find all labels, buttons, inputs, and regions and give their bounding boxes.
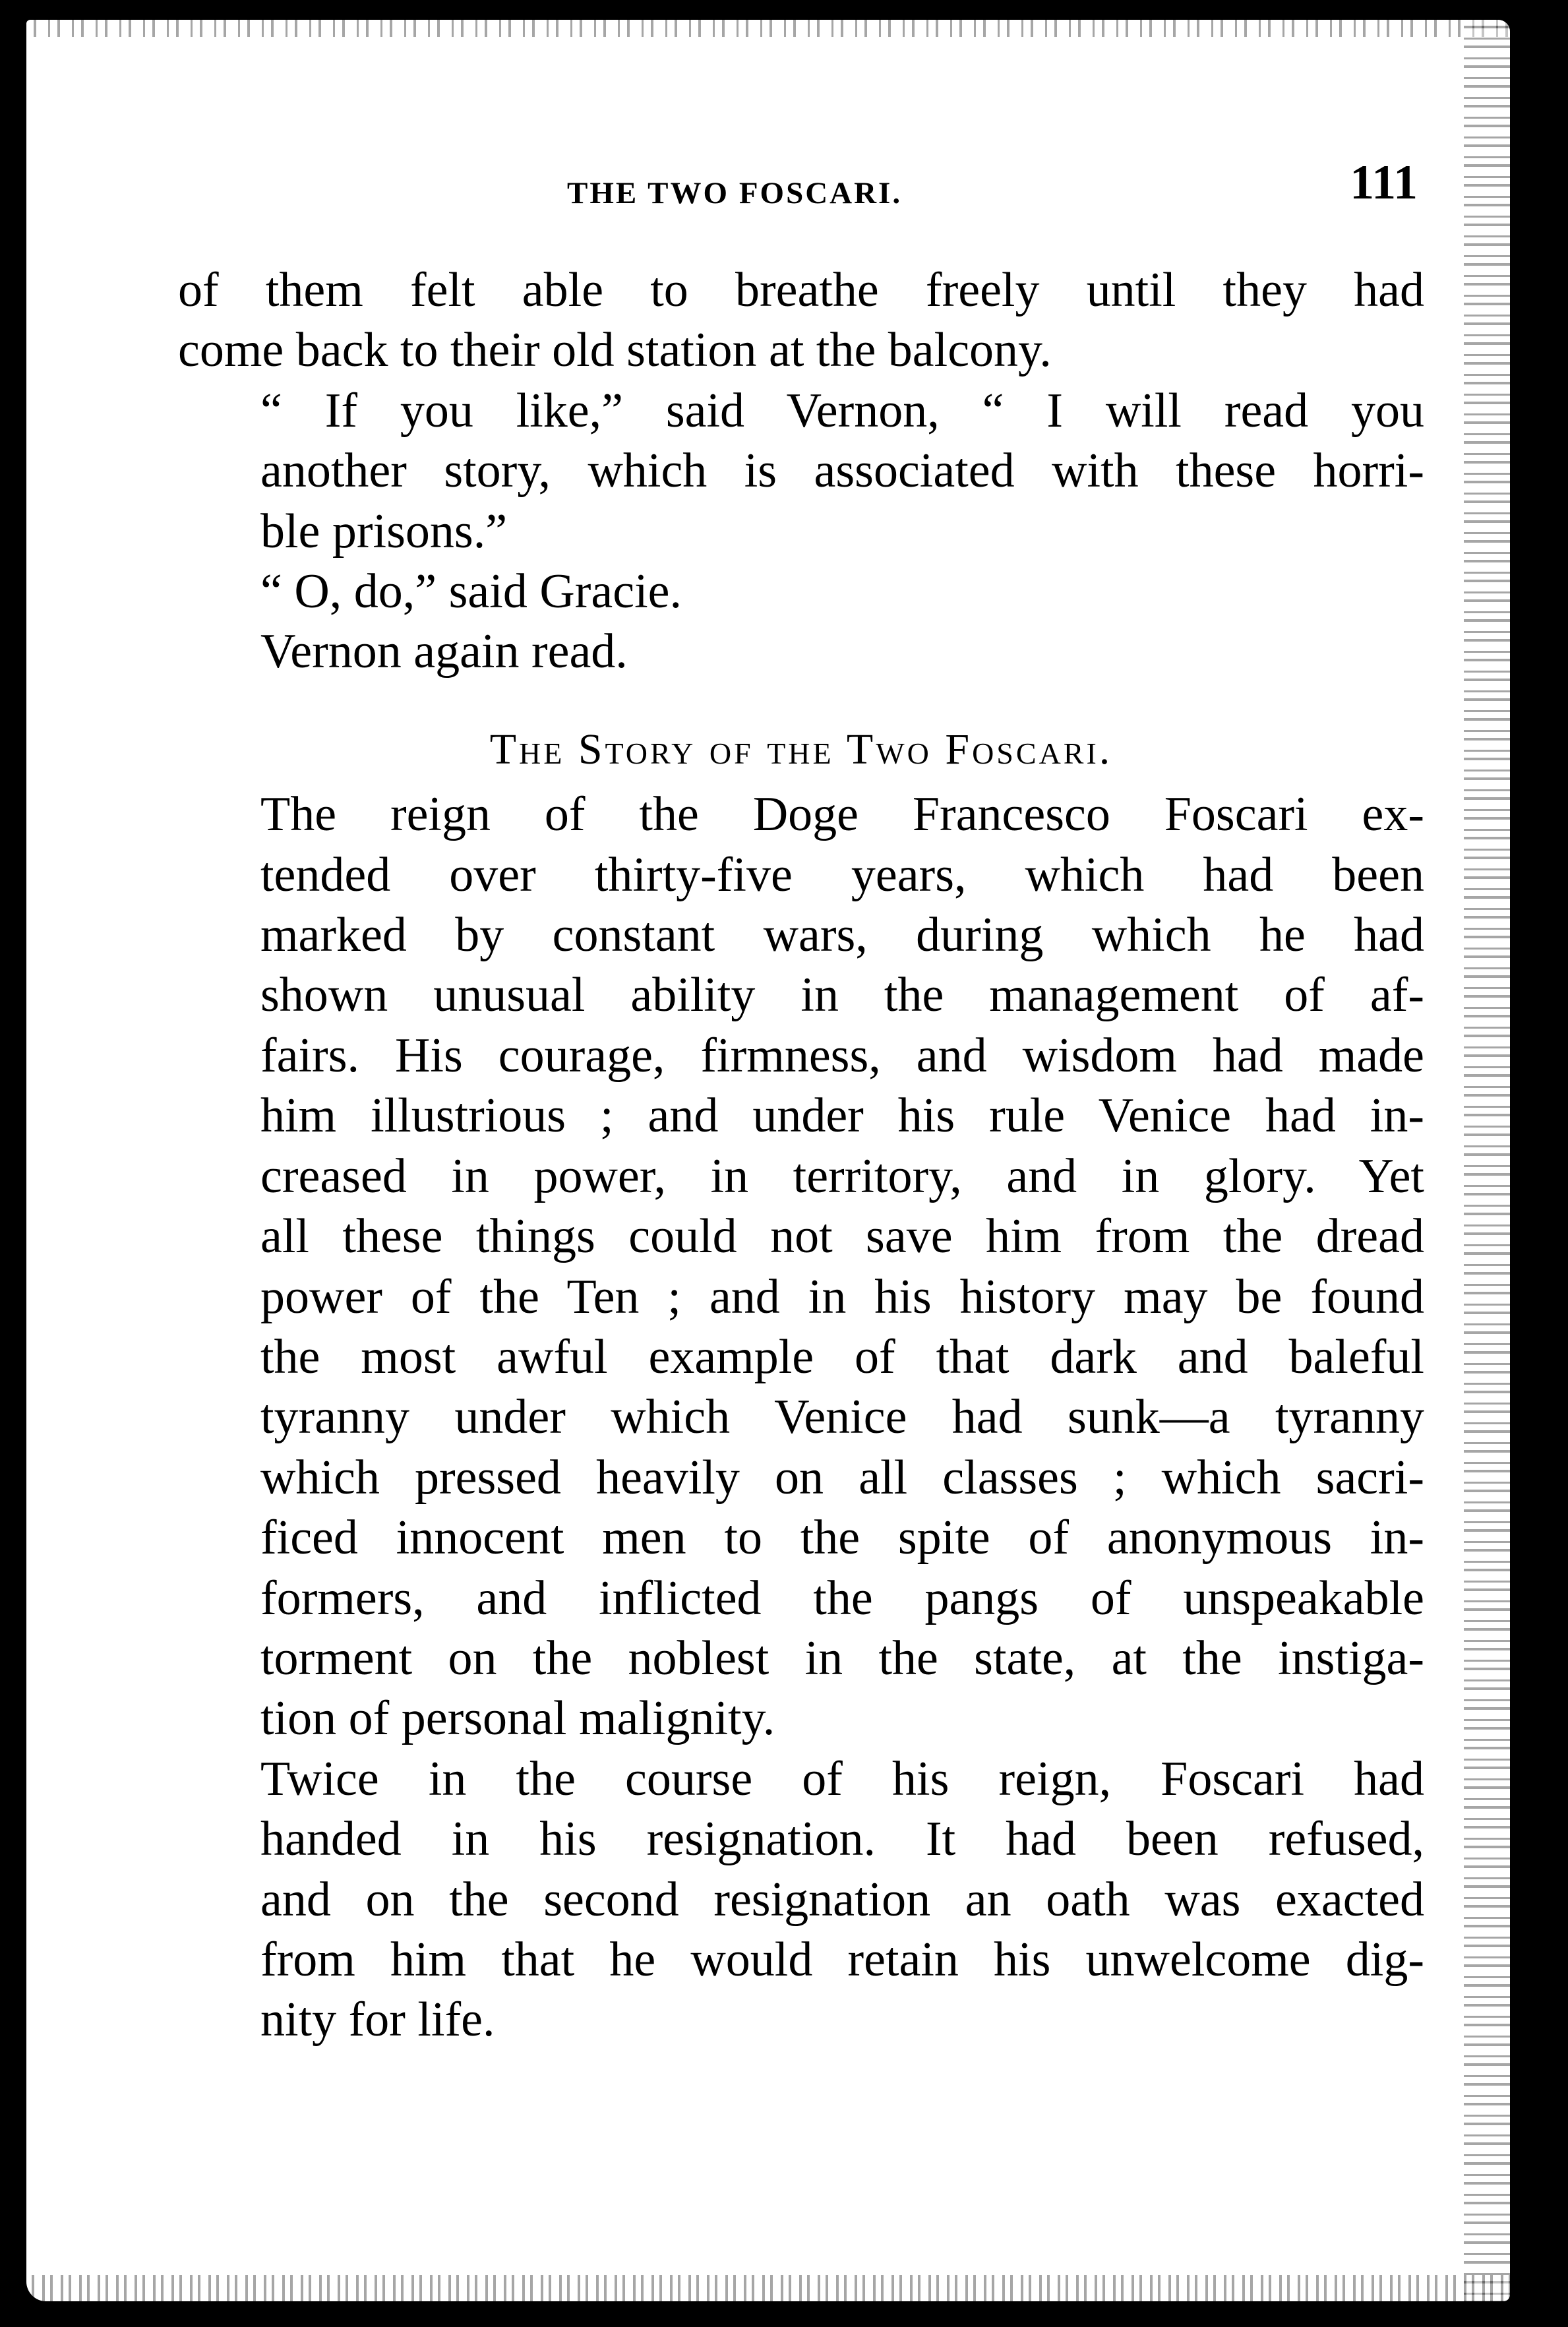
text-line: another story, which is associated with these horri- [260, 444, 1424, 499]
text-line: of them felt able to breathe freely until they had [178, 263, 1424, 317]
paragraphs-after-heading [178, 785, 1424, 2051]
text-line: all these things could not save him from the dread [260, 1209, 1424, 1264]
text-line: tion of personal malignity. [260, 1691, 775, 1746]
story-heading: The Story of the Two Foscari. [489, 725, 1113, 773]
text-line: The reign of the Doge Francesco Foscari ex- [260, 787, 1424, 842]
paragraph [178, 1749, 1424, 2051]
text-line: formers, and inflicted the pangs of unspeakable [260, 1571, 1424, 1625]
body-text [178, 260, 1424, 2051]
text-line: torment on the noblest in the state, at the instiga- [260, 1631, 1424, 1685]
text-line: Twice in the course of his reign, Foscari had [260, 1751, 1424, 1806]
page-header [567, 145, 1418, 211]
text-line: power of the Ten ; and in his history may be found [260, 1269, 1424, 1324]
heading-spacer [178, 682, 1424, 719]
text-line: marked by constant wars, during which he had [260, 908, 1424, 963]
paragraph [178, 260, 1424, 381]
paragraph [178, 785, 1424, 1749]
text-line: creased in power, in territory, and in glory. Yet [260, 1149, 1424, 1203]
text-line: and on the second resignation an oath was exacted [260, 1872, 1424, 1927]
paragraph [178, 381, 1424, 562]
text-line: come back to their old station at the balcony. [178, 323, 1052, 378]
text-line: “ If you like,” said Vernon, “ I will read you [260, 383, 1424, 438]
text-line: tyranny under which Venice had sunk—a tyranny [260, 1390, 1424, 1445]
paragraph [178, 562, 1424, 622]
text-line: ble prisons.” [260, 504, 508, 559]
text-line: the most awful example of that dark and baleful [260, 1329, 1424, 1384]
text-line: fairs. His courage, firmness, and wisdom had made [260, 1028, 1424, 1083]
text-line: “ O, do,” said Gracie. [260, 564, 682, 619]
scan-noise-top [26, 20, 1510, 37]
text-line: shown unusual ability in the management of af- [260, 968, 1424, 1023]
running-title: THE TWO FOSCARI. [567, 176, 903, 210]
text-line: Vernon again read. [260, 624, 628, 679]
text-line: which pressed heavily on all classes ; which sacri- [260, 1450, 1424, 1505]
paragraphs-before-heading [178, 260, 1424, 682]
text-line: handed in his resignation. It had been refused, [260, 1812, 1424, 1867]
text-line: tended over thirty-five years, which had been [260, 847, 1424, 902]
page-number: 111 [1350, 156, 1418, 210]
scan-noise-bottom [26, 2275, 1510, 2301]
scan-noise-right [1464, 20, 1510, 2301]
text-line: ficed innocent men to the spite of anonymous in- [260, 1511, 1424, 1565]
text-line: from him that he would retain his unwelcome dig- [260, 1932, 1424, 1987]
text-line: him illustrious ; and under his rule Venice had in- [260, 1089, 1424, 1143]
text-line: nity for life. [260, 1993, 495, 2047]
paragraph [178, 622, 1424, 682]
